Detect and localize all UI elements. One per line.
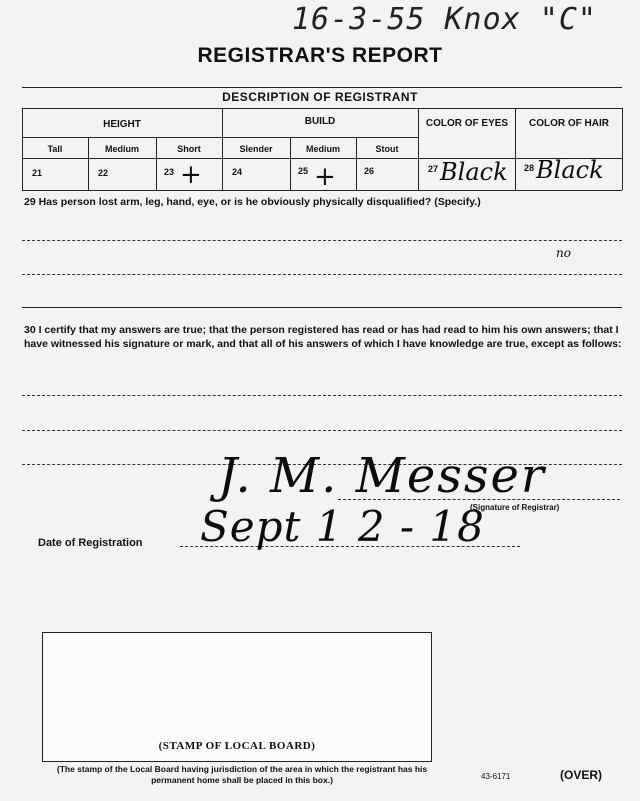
table-label-border xyxy=(22,158,622,159)
cell-number: 27 xyxy=(428,164,439,174)
cell-number: 22 xyxy=(98,168,109,178)
answer-line xyxy=(22,395,622,396)
col-label-short: Short xyxy=(177,144,201,154)
header-code: 16-3-55 Knox "C" xyxy=(292,2,597,37)
col-label-medium-height: Medium xyxy=(104,144,139,154)
height-header: HEIGHT xyxy=(103,119,141,130)
cell-number: 28 xyxy=(524,163,535,173)
answer-line xyxy=(22,430,622,431)
cell-number: 23 xyxy=(164,167,175,177)
short-check-mark: + xyxy=(180,160,202,190)
registration-date-label: Date of Registration xyxy=(38,537,143,549)
cell-number: 21 xyxy=(32,168,43,178)
cell-number: 24 xyxy=(232,167,243,177)
col-label-slender: Slender xyxy=(239,144,273,154)
form-code: 43-6171 xyxy=(481,772,511,781)
col-label-tall: Tall xyxy=(47,144,63,154)
table-subtitle-border xyxy=(22,108,622,109)
hair-color-value: Black xyxy=(536,156,604,184)
cell-number: 25 xyxy=(298,166,309,176)
build-header: BUILD xyxy=(304,116,336,127)
eye-color-value: Black xyxy=(440,158,508,186)
table-top-border xyxy=(22,87,622,88)
section-divider xyxy=(22,307,622,308)
over-label: (OVER) xyxy=(560,768,602,782)
answer-line xyxy=(22,274,622,275)
group-divider xyxy=(515,108,516,190)
col-label-medium-build: Medium xyxy=(305,144,340,154)
table-right-border xyxy=(622,108,623,190)
question-29-answer: no xyxy=(556,246,571,260)
signature-caption: (Signature of Registrar) xyxy=(470,503,560,512)
answer-line xyxy=(22,240,622,241)
medium-build-check-mark: + xyxy=(314,162,336,192)
signature-line xyxy=(338,499,620,500)
page-title: REGISTRAR'S REPORT xyxy=(197,44,443,67)
question-30: 30 I certify that my answers are true; that the person registered has read or has had read to him his own answers; that I have witnessed his signature or mark, and that all of his answers of which I have knowledge are true, except as follows: xyxy=(24,324,622,350)
eyes-header: COLOR OF EYES xyxy=(425,118,509,129)
col-label-stout: Stout xyxy=(375,144,399,154)
question-29: 29 Has person lost arm, leg, hand, eye, or is he obviously physically disqualified? (Specify.) xyxy=(24,196,481,208)
stamp-caption: (STAMP OF LOCAL BOARD) xyxy=(158,740,316,752)
section-subtitle: DESCRIPTION OF REGISTRANT xyxy=(222,90,418,104)
stamp-note: (The stamp of the Local Board having jurisdiction of the area in which the registrant has his permanent home shall be placed in this box.) xyxy=(56,764,428,785)
registrar-signature: J. M. Messer xyxy=(218,448,546,504)
table-group-border xyxy=(22,137,418,138)
registration-date-value: Sept 1 2 - 18 xyxy=(200,502,485,551)
hair-header: COLOR OF HAIR xyxy=(529,118,609,129)
cell-number: 26 xyxy=(364,166,375,176)
group-divider xyxy=(418,108,419,190)
